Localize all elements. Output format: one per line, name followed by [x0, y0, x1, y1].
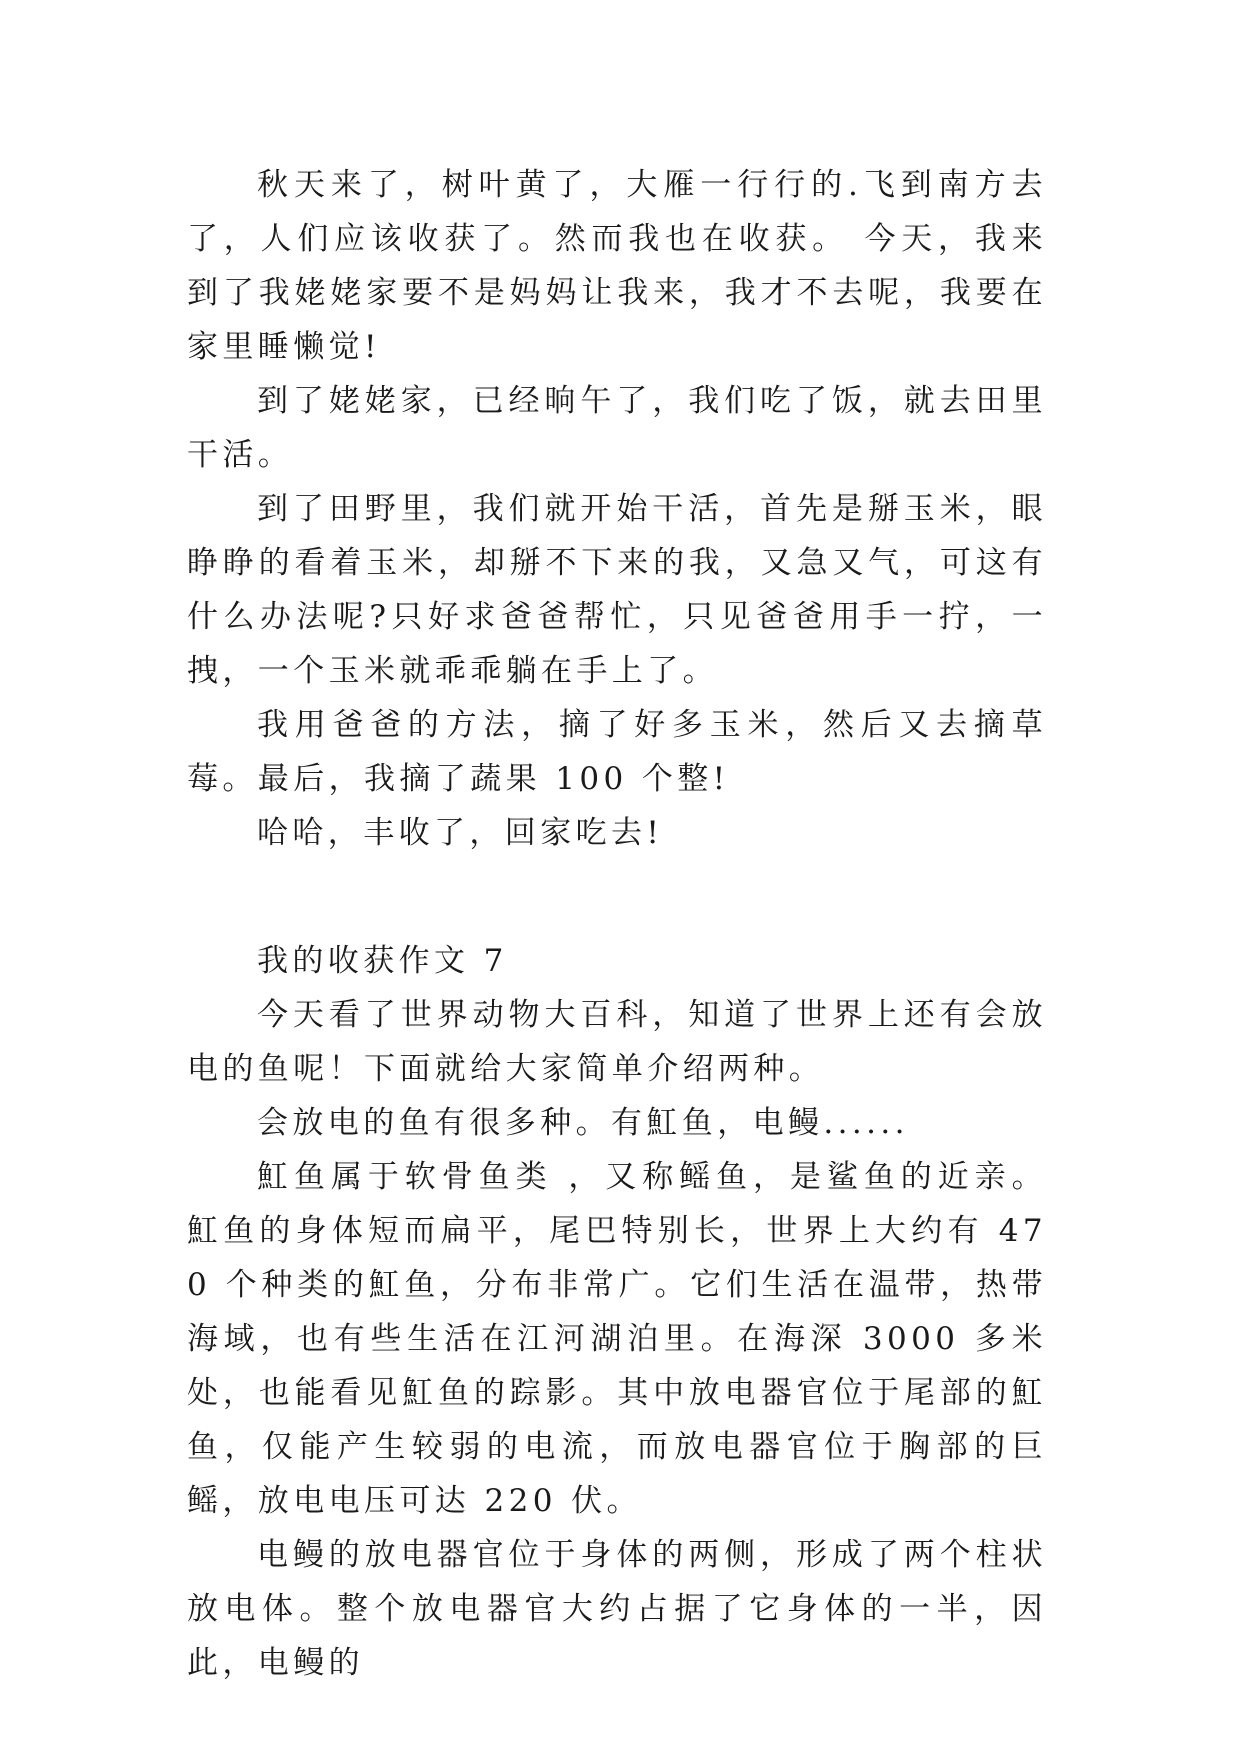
paragraph-stingray: 魟鱼属于软骨鱼类 ，又称鳐鱼，是鲨鱼的近亲。魟鱼的身体短而扁平，尾巴特别长，世界上大约有 470 个种类的魟鱼，分布非常广。它们生活在温带，热带海域，也有些生活在江河湖泊里。在海深 3000 多米处，也能看见魟鱼的踪影。其中放电器官位于尾部的魟鱼，仅能产生较弱的电流，而放电器官位于胸部的巨鳐，放电电压可达 220 伏。 [187, 1159, 1047, 1519]
paragraph-harvest-count: 我用爸爸的方法，摘了好多玉米，然后又去摘草莓。最后，我摘了蔬果 100 个整! [187, 707, 1047, 797]
paragraph-grandma-home: 到了姥姥家，已经晌午了，我们吃了饭，就去田里干活。 [187, 383, 1047, 473]
paragraph-electric-eel: 电鳗的放电器官位于身体的两侧，形成了两个柱状放电体。整个放电器官大约占据了它身体的一半，因此，电鳗的 [187, 1537, 1047, 1681]
paragraph-autumn: 秋天来了，树叶黄了，大雁一行行的.飞到南方去了，人们应该收获了。然而我也在收获。 今天，我来到了我姥姥家要不是妈妈让我来，我才不去呢，我要在家里睡懒觉! [187, 167, 1047, 365]
paragraph-electric-fish-intro: 今天看了世界动物大百科，知道了世界上还有会放电的鱼呢！下面就给大家简单介绍两种。 [187, 997, 1047, 1087]
paragraph-fish-types: 会放电的鱼有很多种。有魟鱼，电鳗...... [257, 1105, 909, 1141]
section-title: 我的收获作文 7 [257, 943, 508, 979]
document-body [187, 158, 1047, 1690]
paragraph-go-home: 哈哈，丰收了，回家吃去! [257, 815, 664, 851]
paragraph-corn-field: 到了田野里，我们就开始干活，首先是掰玉米，眼睁睁的看着玉米，却掰不下来的我，又急又气，可这有什么办法呢?只好求爸爸帮忙，只见爸爸用手一拧，一拽，一个玉米就乖乖躺在手上了。 [187, 491, 1047, 689]
